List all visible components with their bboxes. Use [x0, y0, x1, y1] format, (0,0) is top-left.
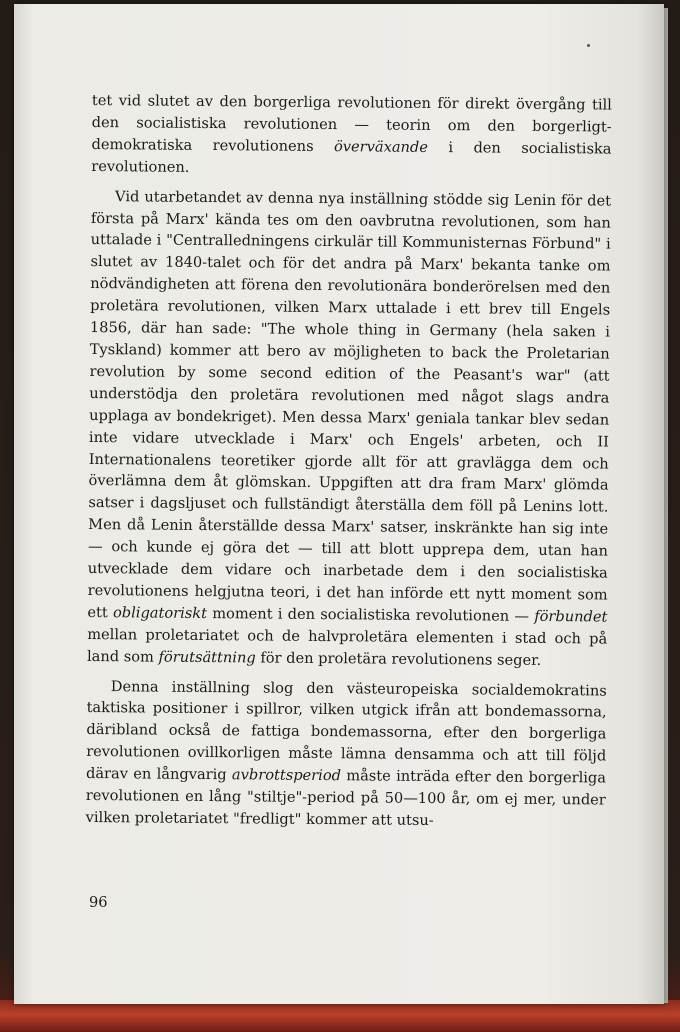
paper-speck — [587, 44, 590, 47]
paragraph-3-segment: Denna inställning slog den västeuropeiska socialdemokratins taktiska positioner i spillror, vilken utgick ifrån att bondemassorna, däribland också de fattiga bondemassorna, efter den borgerliga revolutionen ovillkorligen måste lämna densamma och att till följd därav en långvarig — [85, 677, 607, 784]
paragraph-3-segment: måste inträda efter den borgerliga revolutionen en lång "stiltje"-period på 50—100 år, om ej mer, under vilken proletariatet "fredligt" kommer att utsu- — [85, 767, 607, 830]
paragraph-2-segment: för den proletära revolutionens seger. — [255, 649, 542, 669]
paragraph-2-segment: mellan proletariatet och de halvproletära elementen i stad och på land som — [86, 625, 608, 666]
paragraph-3-italic-segment: avbrottsperiod — [231, 766, 342, 785]
paragraph-2-segment: moment i den socialistiska revolutionen — — [206, 604, 535, 625]
body-text — [86, 90, 612, 833]
paragraph-2-italic-segment: förbundet — [534, 607, 608, 626]
paragraph-1-italic-segment: överväxande — [333, 137, 429, 156]
paragraph-2-segment: Vid utarbetandet av denna nya inställning stödde sig Lenin för det första på Marx' kända tes om den oavbrutna revolutionen, som han uttalade i "Centralledningens cirkulär till Kommunisternas Förbund" i slutet av 1840-talet och för det andra på Marx' bekanta tanke om nödvändigheten att förena den revolutionära bonderörelsen med den proletära revolutionen, vilken Marx uttalade i ett brev till Engels 1856, där han sade: "The whole thing in Germany (hela saken i Tyskland) kommer att bero av möjligheten to back the Proletarian revolution by some second edition of the Peasant's war" (att understödja den proletära revolutionen med något slags andra upplaga av bondekriget). Men dessa Marx' geniala tankar blev sedan inte vidare utvecklade i Marx' och Engels' arbeten, och II Internationalens teoretiker gjorde allt för att gravlägga dem och överlämna dem åt glömskan. Uppgiften att dra fram Marx' glömda satser i dagsljuset och fullständigt återställa dem föll på Lenins lott. Men då Lenin återställde dessa Marx' satser, inskränkte han sig inte — och kunde ej göra det — till att blott upprepa dem, utan han utvecklade dem vidare och inarbetade dem i den socialistiska revolutionens helgjutna teori, i det han införde ett nytt moment som ett — [87, 187, 612, 622]
paragraph-2 — [87, 186, 611, 672]
paragraph-1-segment: tet vid slutet av den borgerliga revolutionen för direkt övergång till den socialistiska revolutionen — teorin om den borgerligt-demokratiska revolutionens — [91, 91, 612, 155]
page-number: 96 — [89, 894, 108, 911]
paragraph-1 — [91, 90, 612, 182]
book-page — [14, 4, 664, 1004]
paragraph-2-italic-segment: förutsättning — [158, 648, 256, 667]
paragraph-3 — [86, 676, 607, 834]
paragraph-2-italic-segment: obligatoriskt — [112, 604, 208, 622]
red-book-edge — [0, 1000, 680, 1032]
paragraph-1-segment: i den socialistiska revolutionen. — [91, 138, 612, 176]
